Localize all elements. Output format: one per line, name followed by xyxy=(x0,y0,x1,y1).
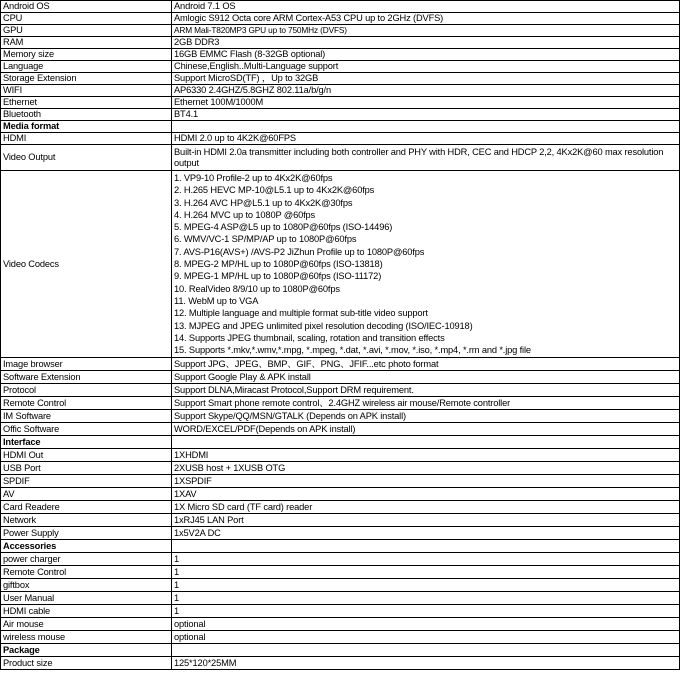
spec-row xyxy=(1,527,680,540)
spec-label: HDMI Out xyxy=(1,449,172,462)
spec-value xyxy=(172,644,680,657)
spec-value: Android 7.1 OS xyxy=(172,1,680,13)
spec-value: optional xyxy=(172,631,680,644)
spec-value: Support MicroSD(TF) ，Up to 32GB xyxy=(172,73,680,85)
spec-label: giftbox xyxy=(1,579,172,592)
spec-row xyxy=(1,358,680,371)
codec-item: 14. Supports JPEG thumbnail, scaling, rotation and transition effects xyxy=(174,332,445,343)
spec-value: 125*120*25MM xyxy=(172,657,680,670)
codec-item: 2. H.265 HEVC MP-10@L5.1 up to 4Kx2K@60fps xyxy=(174,185,375,196)
spec-label: Media format xyxy=(1,121,172,133)
spec-value: ARM Mali-T820MP3 GPU up to 750MHz (DVFS) xyxy=(172,25,680,37)
spec-value: 1XHDMI xyxy=(172,449,680,462)
codec-item: 1. VP9-10 Profile-2 up to 4Kx2K@60fps xyxy=(174,173,333,183)
section-header-accessories xyxy=(1,540,680,553)
codec-item: 4. H.264 MVC up to 1080P @60fps xyxy=(174,209,316,220)
spec-label: WIFI xyxy=(1,85,172,97)
spec-label: Software Extension xyxy=(1,371,172,384)
spec-row-video-codecs xyxy=(1,171,680,358)
spec-value: Support DLNA,Miracast Protocol,Support DRM requirement. xyxy=(172,384,680,397)
codec-item: 10. RealVideo 8/9/10 up to 1080P@60fps xyxy=(174,283,340,294)
spec-row xyxy=(1,657,680,670)
spec-label: Product size xyxy=(1,657,172,670)
codec-item: 3. H.264 AVC HP@L5.1 up to 4Kx2K@30fps xyxy=(174,197,353,208)
spec-row xyxy=(1,475,680,488)
spec-label: power charger xyxy=(1,553,172,566)
spec-row xyxy=(1,145,680,171)
spec-value: 1 xyxy=(172,553,680,566)
spec-label: Card Readere xyxy=(1,501,172,514)
spec-row xyxy=(1,462,680,475)
spec-value: 1x5V2A DC xyxy=(172,527,680,540)
spec-label: Accessories xyxy=(1,540,172,553)
spec-label: Storage Extension xyxy=(1,73,172,85)
spec-label: Image browser xyxy=(1,358,172,371)
spec-value: Support Google Play & APK install xyxy=(172,371,680,384)
spec-row xyxy=(1,384,680,397)
spec-row xyxy=(1,1,680,13)
spec-label: Video Codecs xyxy=(1,171,172,358)
spec-value: Support Skype/QQ/MSN/GTALK (Depends on APK install) xyxy=(172,410,680,423)
spec-row xyxy=(1,488,680,501)
spec-label: IM Software xyxy=(1,410,172,423)
spec-value: Support JPG、JPEG、BMP、GIF、PNG、JFIF...etc photo format xyxy=(172,358,680,371)
codec-item: 6. WMV/VC-1 SP/MP/AP up to 1080P@60fps xyxy=(174,234,357,245)
codec-item: 7. AVS-P16(AVS+) /AVS-P2 JiZhun Profile up to 1080P@60fps xyxy=(174,246,425,257)
spec-value xyxy=(172,121,680,133)
spec-value xyxy=(172,171,680,358)
spec-row xyxy=(1,592,680,605)
section-header-package xyxy=(1,644,680,657)
spec-value: Amlogic S912 Octa core ARM Cortex-A53 CPU up to 2GHz (DVFS) xyxy=(172,13,680,25)
spec-row xyxy=(1,631,680,644)
codec-item: 5. MPEG-4 ASP@L5 up to 1080P@60fps (ISO-14496) xyxy=(174,222,393,233)
spec-row xyxy=(1,133,680,145)
spec-value: 1 xyxy=(172,592,680,605)
spec-value: AP6330 2.4GHZ/5.8GHZ 802.11a/b/g/n xyxy=(172,85,680,97)
section-header-media-format xyxy=(1,121,680,133)
spec-label: User Manual xyxy=(1,592,172,605)
spec-row xyxy=(1,37,680,49)
spec-label: Video Output xyxy=(1,145,172,171)
spec-label: Power Supply xyxy=(1,527,172,540)
spec-label: Ethernet xyxy=(1,97,172,109)
spec-label: AV xyxy=(1,488,172,501)
spec-row xyxy=(1,553,680,566)
spec-label: RAM xyxy=(1,37,172,49)
spec-label: Package xyxy=(1,644,172,657)
spec-value: 1XSPDIF xyxy=(172,475,680,488)
codec-item: 15. Supports *.mkv,*.wmv,*.mpg, *.mpeg, *.dat, *.avi, *.mov, *.iso, *.mp4, *.rm and *.jpg file xyxy=(174,345,531,356)
spec-row xyxy=(1,85,680,97)
spec-value: optional xyxy=(172,618,680,631)
spec-value xyxy=(172,436,680,449)
spec-value: 1xRJ45 LAN Port xyxy=(172,514,680,527)
spec-value: Chinese,English..Multi-Language support xyxy=(172,61,680,73)
spec-row xyxy=(1,579,680,592)
spec-value: WORD/EXCEL/PDF(Depends on APK install) xyxy=(172,423,680,436)
spec-label: SPDIF xyxy=(1,475,172,488)
spec-label: USB Port xyxy=(1,462,172,475)
spec-label: Bluetooth xyxy=(1,109,172,121)
spec-label: Air mouse xyxy=(1,618,172,631)
spec-value: 1 xyxy=(172,605,680,618)
spec-value: BT4.1 xyxy=(172,109,680,121)
spec-row xyxy=(1,109,680,121)
spec-row xyxy=(1,423,680,436)
spec-value: 16GB EMMC Flash (8-32GB optional) xyxy=(172,49,680,61)
spec-value: 1 xyxy=(172,566,680,579)
spec-row xyxy=(1,618,680,631)
spec-value: 1X Micro SD card (TF card) reader xyxy=(172,501,680,514)
spec-label: wireless mouse xyxy=(1,631,172,644)
spec-row xyxy=(1,61,680,73)
spec-label: Memory size xyxy=(1,49,172,61)
spec-label: GPU xyxy=(1,25,172,37)
spec-row xyxy=(1,449,680,462)
codec-item: 12. Multiple language and multiple format sub-title video support xyxy=(174,308,428,319)
spec-label: Remote Control xyxy=(1,397,172,410)
spec-label: HDMI cable xyxy=(1,605,172,618)
spec-row xyxy=(1,371,680,384)
spec-row xyxy=(1,605,680,618)
spec-value: 2XUSB host + 1XUSB OTG xyxy=(172,462,680,475)
spec-row xyxy=(1,13,680,25)
spec-row xyxy=(1,397,680,410)
spec-row xyxy=(1,25,680,37)
spec-label: Remote Control xyxy=(1,566,172,579)
spec-label: Offic Software xyxy=(1,423,172,436)
spec-label: Language xyxy=(1,61,172,73)
spec-label: Android OS xyxy=(1,1,172,13)
codec-item: 8. MPEG-2 MP/HL up to 1080P@60fps (ISO-13818) xyxy=(174,259,383,270)
spec-row xyxy=(1,410,680,423)
spec-value: Support Smart phone remote control、2.4GHZ wireless air mouse/Remote controller xyxy=(172,397,680,410)
codec-item: 9. MPEG-1 MP/HL up to 1080P@60fps (ISO-11172) xyxy=(174,271,382,282)
spec-value xyxy=(172,540,680,553)
spec-row xyxy=(1,501,680,514)
spec-label: CPU xyxy=(1,13,172,25)
codec-item: 13. MJPEG and JPEG unlimited pixel resolution decoding (ISO/IEC-10918) xyxy=(174,320,473,331)
spec-table-body xyxy=(1,1,680,670)
spec-row xyxy=(1,514,680,527)
spec-value: HDMI 2.0 up to 4K2K@60FPS xyxy=(172,133,680,145)
spec-value: 1 xyxy=(172,579,680,592)
spec-row xyxy=(1,566,680,579)
spec-value: Ethernet 100M/1000M xyxy=(172,97,680,109)
spec-label: Protocol xyxy=(1,384,172,397)
spec-label: Network xyxy=(1,514,172,527)
spec-row xyxy=(1,49,680,61)
spec-label: Interface xyxy=(1,436,172,449)
codec-item: 11. WebM up to VGA xyxy=(174,295,259,306)
spec-value: Built-in HDMI 2.0a transmitter including both controller and PHY with HDR, CEC and HDCP 2,2, 4Kx2K@60 max resolution output xyxy=(172,145,680,171)
spec-row xyxy=(1,73,680,85)
section-header-interface xyxy=(1,436,680,449)
spec-value: 1XAV xyxy=(172,488,680,501)
spec-label: HDMI xyxy=(1,133,172,145)
spec-value: 2GB DDR3 xyxy=(172,37,680,49)
spec-row xyxy=(1,97,680,109)
